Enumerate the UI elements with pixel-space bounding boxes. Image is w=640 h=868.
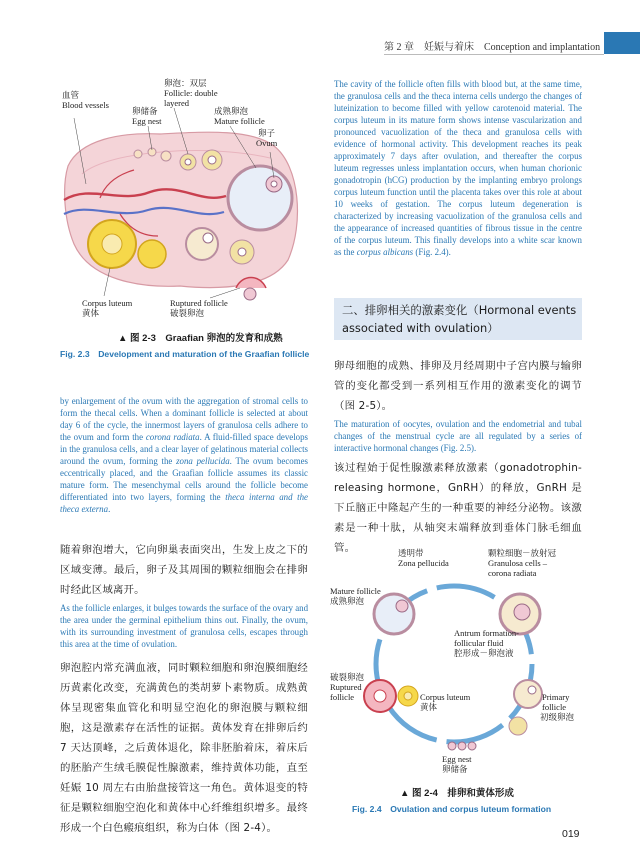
ovum — [396, 600, 408, 612]
egg-nest — [448, 742, 456, 750]
running-header: 第 2 章 妊娠与着床 Conception and implantation — [384, 42, 601, 53]
label-mature-en: Mature follicle — [214, 116, 265, 126]
label-blood-vessels-en: Blood vessels — [62, 100, 109, 110]
italic-term: theca interna and the theca externa — [60, 492, 308, 514]
label-egg-cn: 卵储备 — [442, 764, 468, 774]
label-ruptured-en: Ruptured — [330, 682, 362, 692]
fig-2-4-caption-en: Fig. 2.4 Ovulation and corpus luteum formation — [352, 804, 552, 814]
label-corpus-en: Corpus luteum — [420, 692, 471, 702]
figure-2-3 — [60, 74, 312, 322]
text-run: (Fig. 2.4). — [413, 247, 451, 257]
egg-nest — [134, 150, 142, 158]
italic-term: zona pellucida — [176, 456, 230, 466]
ruptured-center — [374, 690, 386, 702]
label-zona-cn: 透明带 — [398, 548, 424, 558]
label-ruptured-cn: 破裂卵泡 — [330, 672, 365, 682]
mature-follicle — [374, 594, 414, 634]
italic-term: corona radiata — [145, 432, 200, 442]
label-primary-cn: 初级卵泡 — [540, 712, 575, 722]
label-ovum-cn: 卵子 — [258, 128, 276, 138]
right-en-paragraph-2: The maturation of oocytes, ovulation and the endometrial and tubal changes of the menstrual cycle are all regulated by a series of interactive hormonal changes (Fig. 2.5). — [334, 419, 582, 453]
right-cn-paragraph-2: 该过程始于促性腺激素释放激素（gonadotrophin-releasing hormone，GnRH）的释放，GnRH 是下丘脑正中隆起产生的一种重要的神经分泌物。该激素是一种十肽，从轴突末端释放到垂体门脉毛细血管。 — [334, 462, 582, 554]
ovum — [185, 159, 191, 165]
page-number: 019 — [562, 828, 580, 840]
ovum — [528, 686, 536, 694]
leader-line — [210, 288, 240, 298]
egg-nest — [161, 151, 171, 161]
label-ruptured-en2: follicle — [330, 692, 355, 702]
left-en-paragraph-1 — [60, 395, 308, 515]
antrum-follicle — [514, 680, 542, 708]
left-cn-paragraph-2: 卵泡腔内常充满血液，同时颗粒细胞和卵泡膜细胞经历黄素化改变，充满黄色的类胡萝卜素物质。成熟黄体呈现密集血管化和明显空泡化的卵泡膜与颗粒细胞，这是激素存在活性的证据。黄体发育在排卵后约 7 天达顶峰，之后黄体退化，除非胚胎着床，着床后的胚胎产生绒毛膜促性腺激素，维持黄体功能，直至妊娠 10 周左右由胎盘接管这一角色。黄体退变的特征是颗粒细胞空泡化和黄体中心纤维组织增多。最终形成一个白色瘢痕组织，称为白体（图 2-4）。 — [60, 662, 308, 834]
label-egg-nest-en: Egg nest — [132, 116, 162, 126]
text-run: . A fluid-filled space develops in the granulosa cells, and a clear layer of gelatinous material collects around the ovum, forming the — [60, 432, 309, 466]
text-run: by enlargement of the ovum with the aggregation of stromal cells to form the thecal cells. When a dominant follicle is selected at about day 6 of the cycle, the innermost layers of granulosa cells adhere to the ovum and form the — [60, 396, 308, 442]
mature-follicle — [228, 166, 292, 230]
label-zona-en: Zona pellucida — [398, 558, 449, 568]
released-ovum — [244, 288, 256, 300]
label-granulosa-en2: corona radiata — [488, 568, 537, 578]
label-antrum-cn: 腔形成－卵泡液 — [454, 648, 514, 658]
italic-term: corpus albicans — [356, 247, 414, 257]
label-granulosa-en: Granulosa cells – — [488, 558, 548, 568]
label-blood-vessels-cn: 血管 — [62, 90, 80, 100]
ovum-nucleus — [271, 181, 277, 187]
label-antrum-en: Antrum formation- — [454, 628, 519, 638]
label-ruptured-cn: 破裂卵泡 — [170, 308, 205, 318]
fig-2-4-caption-cn: ▲ 图 2-4 排卵和黄体形成 — [400, 788, 514, 799]
text-run: . The ovum becomes eccentrically placed, and the Graafian follicle assumes its classic mature form. The mesenchymal cells around the follicle become differentiated into two layers, forming the — [60, 456, 309, 502]
antral-follicle — [186, 228, 218, 260]
label-follicle-cn: 卵泡：双层 — [164, 78, 207, 88]
label-follicle-en: Follicle: double — [164, 88, 218, 98]
fig-2-3-caption-cn: ▲ 图 2-3 Graafian 卵泡的发育和成熟 — [118, 333, 283, 344]
right-cn-paragraph-1: 卵母细胞的成熟、排卵及月经周期中子宫内膜与输卵管的变化都受到一系列相互作用的激素变化的调节（图 2-5）。 — [334, 360, 582, 412]
label-ovum-en: Ovum — [256, 138, 278, 148]
corpus-luteum — [138, 240, 166, 268]
section-heading: 二、排卵相关的激素变化（Hormonal events associated with ovulation） — [342, 303, 577, 335]
label-egg-nest-cn: 卵储备 — [132, 106, 158, 116]
corpus-luteum-core — [102, 234, 122, 254]
ovum — [203, 233, 213, 243]
ovary-illustration — [60, 74, 312, 322]
text-run: The cavity of the follicle often fills with blood but, at the same time, the granulosa cells and the theca interna cells undergo the changes of luteinization to become filled with yellow carotenoid material. The corpus luteum in its mature form shows intense vascularization and pronounced vacuolization of the theca and granulosa cells with evidence of hormonal activity. This development reaches its peak approximately 7 days after ovulation, and thereafter the corpus luteum regresses unless implantation occurs, when human chorionic gonadotropin (hCG) production by the implanting embryo prolongs corpus luteum function until the placenta takes over this role at about 10 weeks of gestation. The corpus luteum degeneration is characterized by increasing vacuolization of the granulosa cells and the appearance of increased quantities of fibrous tissue in the centre of the corpus luteum. This finally develops into a white scar known as the — [334, 79, 582, 257]
label-mature-cn: 成熟卵泡 — [214, 106, 249, 116]
label-ruptured-en: Ruptured follicle — [170, 298, 228, 308]
egg-nest — [468, 742, 476, 750]
label-mature-cn: 成熟卵泡 — [330, 596, 365, 606]
fig-2-3-caption-en: Fig. 2.3 Development and maturation of the Graafian follicle — [60, 349, 310, 359]
label-corpus-luteum-cn: 黄体 — [82, 308, 100, 318]
label-egg-en: Egg nest — [442, 754, 472, 764]
label-corpus-luteum-en: Corpus luteum — [82, 298, 133, 308]
label-primary-en: Primary — [542, 692, 570, 702]
left-en-paragraph-2: As the follicle enlarges, it bulges towards the surface of the ovary and the area under the germinal epithelium thins out. Finally, the ovum, with its surrounding investment of granulosa cells, escapes through this area at the time of ovulation. — [60, 603, 309, 649]
corpus-luteum-core — [404, 692, 412, 700]
label-granulosa-cn: 颗粒细胞－放射冠 — [488, 548, 557, 558]
left-cn-paragraph-1: 随着卵泡增大，它向卵巢表面突出，生发上皮之下的区域变薄。最后，卵子及其周围的颗粒细胞会在排卵时经此区域离开。 — [60, 544, 308, 596]
text-run: . — [108, 504, 111, 514]
figure-2-4 — [330, 546, 584, 782]
header-rule — [384, 54, 604, 55]
label-antrum-en2: follicular fluid — [454, 638, 504, 648]
label-follicle-en2: layered — [164, 98, 190, 108]
egg-nest — [458, 742, 466, 750]
ovum — [238, 248, 246, 256]
label-primary-en2: follicle — [542, 702, 567, 712]
ovulation-cycle-diagram — [330, 546, 584, 782]
label-corpus-cn: 黄体 — [420, 702, 438, 712]
label-mature-en: Mature follicle — [330, 586, 381, 596]
right-en-paragraph-1 — [334, 78, 582, 258]
ovum — [208, 156, 216, 164]
header-accent-bar — [604, 32, 640, 54]
primary-follicle — [509, 717, 527, 735]
ovum-with-corona — [514, 604, 530, 620]
